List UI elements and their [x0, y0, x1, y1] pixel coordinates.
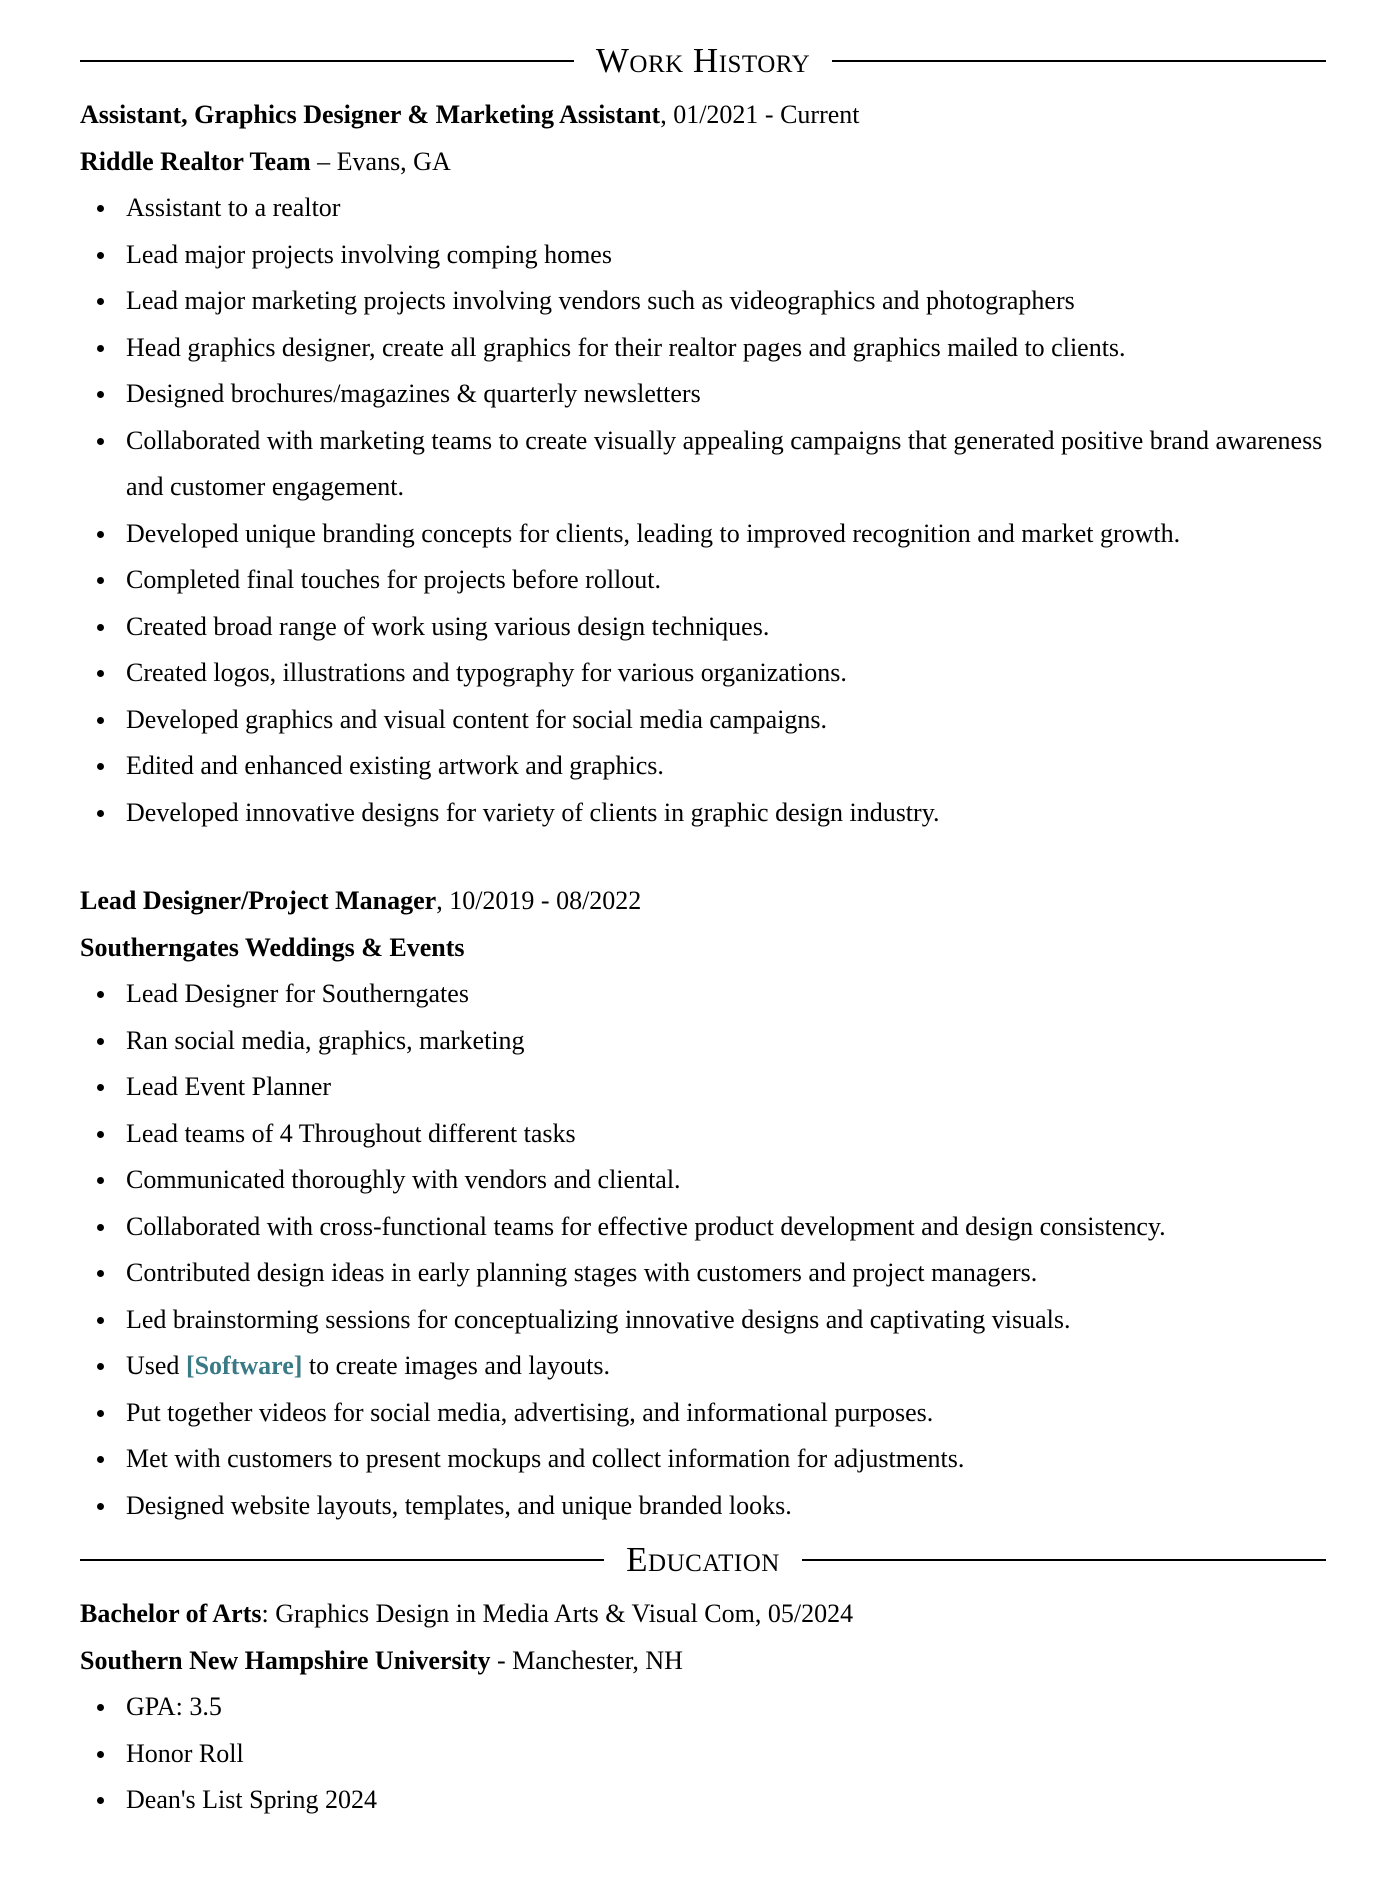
heading-rule-left — [80, 1559, 604, 1561]
job-entry-riddle — [80, 92, 1326, 836]
job-entry-southerngates — [80, 878, 1326, 1529]
heading-rule-right — [802, 1559, 1326, 1561]
job-dates: , 10/2019 - 08/2022 — [436, 886, 642, 915]
list-item: Put together videos for social media, advertising, and informational purposes. — [126, 1390, 1326, 1437]
degree-name: Bachelor of Arts — [80, 1599, 262, 1628]
list-item: Communicated thoroughly with vendors and cliental. — [126, 1157, 1326, 1204]
company-location: – Evans, GA — [310, 146, 451, 176]
job-title-line — [80, 92, 1326, 139]
list-item: Lead Designer for Southerngates — [126, 971, 1326, 1018]
list-item: Met with customers to present mockups and collect information for adjustments. — [126, 1436, 1326, 1483]
list-item: Lead major projects involving comping homes — [126, 232, 1326, 279]
heading-rule-right — [832, 60, 1326, 62]
company-line — [80, 925, 1326, 972]
software-prefix: Used — [126, 1351, 186, 1380]
company-name: Riddle Realtor Team — [80, 146, 311, 176]
section-title: Work History — [595, 41, 811, 80]
list-item: Created broad range of work using various design techniques. — [126, 604, 1326, 651]
degree-line — [80, 1591, 1326, 1638]
school-name: Southern New Hampshire University — [80, 1645, 491, 1675]
list-item: Led brainstorming sessions for conceptualizing innovative designs and captivating visuals. — [126, 1297, 1326, 1344]
school-line — [80, 1638, 1326, 1685]
education-heading — [80, 1535, 1326, 1585]
list-item: Lead major marketing projects involving vendors such as videographics and photographers — [126, 278, 1326, 325]
school-location: - Manchester, NH — [490, 1645, 683, 1675]
list-item: Collaborated with marketing teams to create visually appealing campaigns that generated positive brand awareness and customer engagement. — [126, 418, 1326, 511]
job-title-line — [80, 878, 1326, 925]
list-item: Designed brochures/magazines & quarterly newsletters — [126, 371, 1326, 418]
company-line — [80, 139, 1326, 186]
job-title: Assistant, Graphics Designer & Marketing Assistant — [80, 100, 661, 129]
list-item: Head graphics designer, create all graphics for their realtor pages and graphics mailed to clients. — [126, 325, 1326, 372]
company-name: Southerngates Weddings & Events — [80, 932, 465, 962]
list-item: Contributed design ideas in early planning stages with customers and project managers. — [126, 1250, 1326, 1297]
job-bullets — [80, 185, 1326, 836]
list-item: Edited and enhanced existing artwork and graphics. — [126, 743, 1326, 790]
list-item: Lead teams of 4 Throughout different tasks — [126, 1111, 1326, 1158]
list-item: Developed graphics and visual content for social media campaigns. — [126, 697, 1326, 744]
degree-field: : Graphics Design in Media Arts & Visual Com, 05/2024 — [261, 1599, 854, 1628]
list-item: Assistant to a realtor — [126, 185, 1326, 232]
resume-page — [80, 36, 1326, 1824]
list-item: GPA: 3.5 — [126, 1684, 1326, 1731]
list-item: Lead Event Planner — [126, 1064, 1326, 1111]
section-title: Education — [626, 1540, 780, 1579]
list-item-software — [126, 1343, 1326, 1390]
list-item: Completed final touches for projects before rollout. — [126, 557, 1326, 604]
list-item: Collaborated with cross-functional teams for effective product development and design consistency. — [126, 1204, 1326, 1251]
list-item: Created logos, illustrations and typography for various organizations. — [126, 650, 1326, 697]
list-item: Developed innovative designs for variety of clients in graphic design industry. — [126, 790, 1326, 837]
heading-rule-left — [80, 60, 574, 62]
job-title: Lead Designer/Project Manager — [80, 886, 437, 915]
software-suffix: to create images and layouts. — [302, 1351, 610, 1380]
list-item: Ran social media, graphics, marketing — [126, 1018, 1326, 1065]
list-item: Designed website layouts, templates, and unique branded looks. — [126, 1483, 1326, 1530]
job-bullets — [80, 971, 1326, 1529]
education-bullets — [80, 1684, 1326, 1824]
job-spacer — [80, 836, 1326, 878]
list-item: Dean's List Spring 2024 — [126, 1777, 1326, 1824]
software-placeholder[interactable]: [Software] — [185, 1351, 303, 1380]
list-item: Developed unique branding concepts for clients, leading to improved recognition and market growth. — [126, 511, 1326, 558]
education-entry — [80, 1591, 1326, 1824]
job-dates: , 01/2021 - Current — [660, 100, 860, 129]
work-history-heading — [80, 36, 1326, 86]
list-item: Honor Roll — [126, 1731, 1326, 1778]
